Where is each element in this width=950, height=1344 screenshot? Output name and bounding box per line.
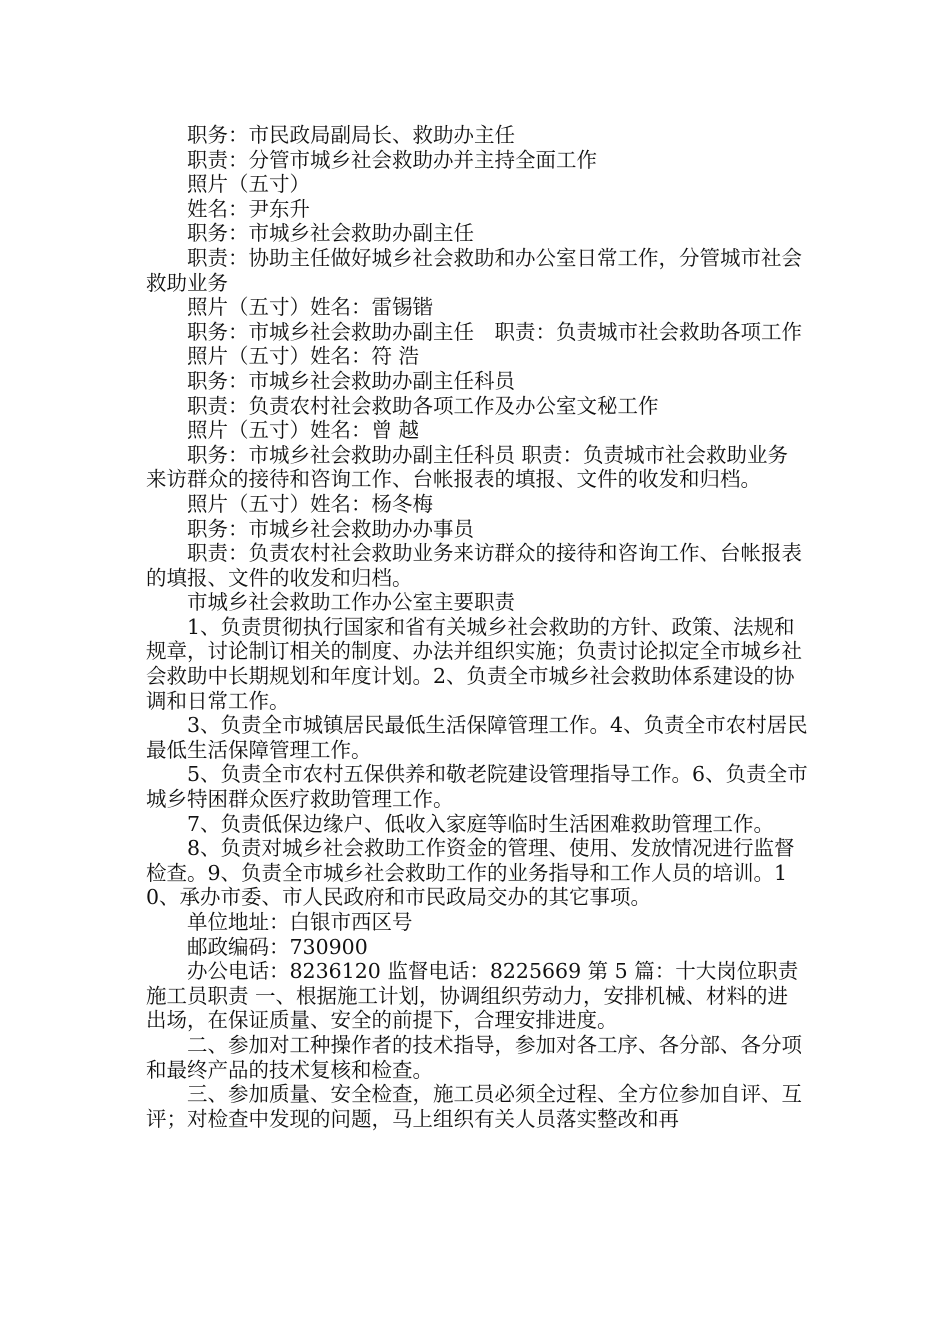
paragraph: 职责：分管市城乡社会救助办并主持全面工作 bbox=[187, 147, 597, 172]
paragraph: 照片（五寸）姓名：曾 越 bbox=[187, 418, 420, 443]
paragraph: 职责：负责农村社会救助各项工作及办公室文秘工作 bbox=[187, 393, 659, 418]
paragraph: 职务：市城乡社会救助办副主任 bbox=[187, 221, 474, 246]
paragraph: 职责：协助主任做好城乡社会救助和办公室日常工作，分管城市社会救助业务 bbox=[146, 245, 802, 295]
paragraph: 照片（五寸）姓名：符 浩 bbox=[187, 344, 420, 369]
paragraph: 二、参加对工种操作者的技术指导，参加对各工序、各分部、各分项和最终产品的技术复核和检查。 bbox=[146, 1032, 802, 1082]
paragraph: 5、负责全市农村五保供养和敬老院建设管理指导工作。6、负责全市城乡特困群众医疗救助管理工作。 bbox=[146, 762, 808, 812]
paragraph: 3、负责全市城镇居民最低生活保障管理工作。4、负责全市农村居民最低生活保障管理工作。 bbox=[146, 713, 808, 762]
paragraph: 三、参加质量、安全检查，施工员必须全过程、全方位参加自评、互评；对检查中发现的问题，马上组织有关人员落实整改和再 bbox=[146, 1082, 802, 1131]
paragraph: 职务：市城乡社会救助办副主任 职责：负责城市社会救助各项工作 bbox=[187, 319, 802, 344]
paragraph: 职务：市城乡社会救助办副主任科员 职责：负责城市社会救助业务来访群众的接待和咨询工作、台帐报表的填报、文件的收发和归档。 bbox=[146, 442, 789, 492]
paragraph: 照片（五寸）姓名：雷锡锴 bbox=[187, 295, 433, 320]
paragraph: 照片（五寸） bbox=[187, 172, 310, 197]
paragraph: 照片（五寸）姓名：杨冬梅 bbox=[187, 491, 433, 516]
paragraph: 邮政编码：730900 bbox=[187, 934, 368, 959]
paragraph: 职务：市民政局副局长、救助办主任 bbox=[187, 123, 515, 147]
paragraph: 职务：市城乡社会救助办办事员 bbox=[187, 516, 474, 541]
paragraph: 单位地址：白银市西区号 bbox=[187, 910, 413, 934]
paragraph: 1、负责贯彻执行国家和省有关城乡社会救助的方针、政策、法规和规章，讨论制订相关的制度、办法并组织实施；负责讨论拟定全市城乡社会救助中长期规划和年度计划。2、负责全市城乡社会救助体系建设的协调和日常工作。 bbox=[146, 614, 802, 713]
paragraph: 7、负责低保边缘户、低收入家庭等临时生活困难救助管理工作。 bbox=[187, 811, 775, 836]
paragraph: 8、负责对城乡社会救助工作资金的管理、使用、发放情况进行监督检查。9、负责全市城乡社会救助工作的业务指导和工作人员的培训。10、承办市委、市人民政府和市民政局交办的其它事项。 bbox=[146, 836, 795, 910]
paragraph: 姓名：尹东升 bbox=[187, 196, 310, 221]
paragraph: 职责：负责农村社会救助业务来访群众的接待和咨询工作、台帐报表的填报、文件的收发和归档。 bbox=[146, 541, 802, 590]
paragraph: 职务：市城乡社会救助办副主任科员 bbox=[187, 368, 515, 393]
document-page bbox=[146, 123, 808, 1131]
section-heading: 市城乡社会救助工作办公室主要职责 bbox=[187, 590, 515, 615]
paragraph: 办公电话：8236120 监督电话：8225669 第 5 篇：十大岗位职责施工员职责 一、根据施工计划，协调组织劳动力，安排机械、材料的进出场，在保证质量、安全的前提下，合理安排进度。 bbox=[146, 959, 799, 1033]
